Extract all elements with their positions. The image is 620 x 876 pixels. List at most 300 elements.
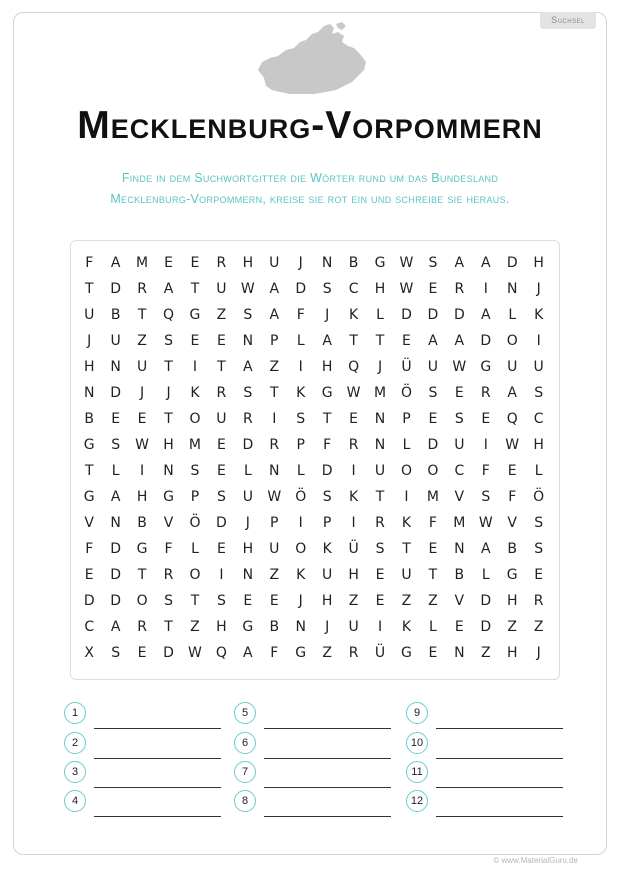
grid-letter: A	[480, 255, 491, 271]
grid-letter: G	[401, 645, 412, 661]
grid-letter: S	[481, 489, 491, 505]
grid-letter: J	[87, 333, 92, 349]
grid-letter: S	[296, 411, 306, 427]
instruction-line-2: Mecklenburg-Vorpommern, kreise sie rot ein und schreibe sie heraus.	[110, 192, 510, 206]
grid-letter: W	[478, 515, 493, 531]
grid-row	[76, 328, 552, 354]
grid-letter: I	[298, 359, 303, 375]
grid-letter: E	[507, 463, 517, 479]
grid-letter: D	[480, 593, 492, 609]
grid-letter: P	[402, 411, 411, 427]
grid-letter: K	[322, 541, 332, 557]
grid-letter: G	[242, 619, 254, 635]
grid-letter: Z	[269, 359, 280, 375]
grid-letter: T	[428, 567, 438, 583]
grid-letter: W	[452, 359, 467, 375]
grid-letter: V	[454, 489, 465, 505]
grid-letter: P	[270, 333, 279, 349]
grid-letter: Ü	[374, 645, 386, 661]
grid-letter: Z	[190, 619, 200, 635]
grid-letter: S	[534, 541, 544, 557]
grid-letter: R	[533, 593, 544, 609]
grid-letter: D	[401, 307, 412, 323]
grid-row	[76, 250, 552, 276]
grid-row	[76, 380, 552, 406]
grid-letter: V	[454, 593, 465, 609]
grid-letter: Ö	[295, 489, 307, 505]
grid-letter: Q	[348, 359, 360, 375]
grid-row	[76, 614, 552, 640]
grid-letter: O	[400, 463, 412, 479]
grid-letter: E	[190, 333, 200, 349]
grid-letter: B	[84, 411, 95, 427]
grid-letter: B	[110, 307, 121, 323]
grid-row	[76, 510, 552, 536]
grid-letter: Z	[348, 593, 359, 609]
grid-letter: Ö	[533, 489, 545, 505]
answer-line[interactable]	[264, 787, 391, 788]
grid-letter: C	[454, 463, 465, 479]
grid-letter: F	[428, 515, 437, 531]
grid-letter: Z	[401, 593, 412, 609]
grid-letter: I	[404, 489, 409, 505]
grid-letter: E	[349, 411, 359, 427]
grid-letter: I	[140, 463, 145, 479]
grid-letter: L	[296, 333, 305, 349]
answer-number: 5	[234, 702, 256, 724]
grid-letter: E	[454, 619, 464, 635]
grid-letter: K	[401, 515, 412, 531]
grid-letter: W	[267, 489, 282, 505]
grid-letter: U	[269, 541, 280, 557]
grid-letter: S	[111, 437, 121, 453]
grid-letter: N	[83, 385, 95, 401]
grid-letter: A	[454, 333, 465, 349]
grid-letter: D	[295, 281, 307, 297]
grid-row	[76, 458, 552, 484]
grid-letter: F	[508, 489, 517, 505]
grid-letter: F	[481, 463, 490, 479]
grid-letter: R	[375, 515, 385, 531]
grid-letter: F	[85, 541, 94, 557]
grid-letter: T	[270, 385, 279, 401]
grid-letter: Q	[215, 645, 227, 661]
grid-letter: H	[216, 619, 227, 635]
grid-letter: A	[454, 255, 465, 271]
grid-row	[76, 276, 552, 302]
grid-letter: G	[136, 541, 148, 557]
grid-letter: Z	[269, 567, 280, 583]
grid-letter: U	[269, 255, 280, 271]
grid-letter: P	[296, 437, 305, 453]
grid-letter: Z	[137, 333, 147, 349]
grid-letter: H	[533, 437, 544, 453]
answer-line[interactable]	[436, 816, 563, 817]
grid-letter: H	[136, 489, 148, 505]
grid-letter: U	[533, 359, 544, 375]
grid-letter: D	[163, 645, 174, 661]
grid-letter: O	[295, 541, 307, 557]
grid-letter: G	[506, 567, 518, 583]
answer-number: 4	[64, 790, 86, 812]
instruction-line-1: Finde in dem Suchwortgitter die Wörter rund um das Bundesland	[121, 171, 499, 185]
grid-letter: E	[481, 411, 491, 427]
category-tag: Suchsel	[540, 12, 596, 29]
grid-letter: T	[322, 411, 332, 427]
grid-letter: I	[351, 515, 356, 531]
grid-letter: T	[349, 333, 358, 349]
grid-letter: U	[348, 619, 359, 635]
grid-row	[76, 536, 552, 562]
answer-line[interactable]	[436, 758, 563, 759]
grid-letter: V	[84, 515, 94, 531]
grid-letter: L	[508, 307, 517, 323]
grid-letter: E	[454, 385, 464, 401]
answer-line[interactable]	[94, 758, 221, 759]
grid-letter: I	[219, 567, 224, 583]
grid-letter: G	[321, 385, 333, 401]
grid-row	[76, 354, 552, 380]
grid-letter: D	[216, 515, 227, 531]
grid-letter: L	[481, 567, 490, 583]
grid-letter: R	[137, 619, 147, 635]
grid-letter: Q	[506, 411, 518, 427]
grid-letter: O	[427, 463, 439, 479]
grid-letter: D	[453, 307, 465, 323]
grid-letter: R	[269, 437, 280, 453]
grid-letter: A	[480, 541, 491, 557]
grid-letter: N	[242, 567, 254, 583]
grid-letter: D	[427, 437, 439, 453]
grid-letter: G	[295, 645, 307, 661]
grid-letter: D	[110, 567, 122, 583]
grid-letter: H	[321, 359, 333, 375]
grid-letter: S	[322, 281, 332, 297]
grid-letter: E	[84, 567, 94, 583]
grid-letter: I	[536, 333, 541, 349]
answer-line[interactable]	[94, 728, 221, 729]
grid-letter: A	[269, 307, 280, 323]
answer-line[interactable]	[94, 816, 221, 817]
grid-letter: H	[506, 645, 518, 661]
grid-letter: U	[136, 359, 148, 375]
grid-letter: E	[269, 593, 279, 609]
grid-letter: S	[243, 385, 253, 401]
grid-letter: E	[428, 281, 438, 297]
answer-number: 12	[406, 790, 428, 812]
grid-letter: O	[136, 593, 148, 609]
grid-letter: F	[296, 307, 305, 323]
grid-letter: G	[83, 489, 95, 505]
grid-letter: L	[191, 541, 199, 557]
grid-letter: H	[348, 567, 359, 583]
grid-letter: I	[272, 411, 277, 427]
grid-letter: E	[137, 411, 147, 427]
grid-letter: H	[242, 541, 254, 557]
grid-letter: R	[163, 567, 174, 583]
grid-letter: N	[374, 411, 386, 427]
grid-letter: N	[321, 255, 333, 271]
answer-line[interactable]	[436, 728, 563, 729]
grid-letter: S	[111, 645, 121, 661]
grid-letter: H	[163, 437, 174, 453]
grid-letter: C	[533, 411, 544, 427]
grid-letter: T	[164, 619, 173, 635]
grid-row	[76, 588, 552, 614]
grid-letter: D	[480, 619, 492, 635]
grid-letter: L	[376, 307, 384, 323]
grid-letter: U	[110, 333, 121, 349]
grid-letter: S	[164, 593, 173, 609]
grid-letter: N	[374, 437, 386, 453]
grid-letter: Z	[533, 619, 544, 635]
grid-letter: K	[534, 307, 544, 323]
answer-number: 8	[234, 790, 256, 812]
grid-letter: H	[242, 255, 254, 271]
grid-letter: A	[428, 333, 438, 349]
grid-letter: E	[216, 333, 226, 349]
grid-letter: P	[322, 515, 332, 531]
grid-letter: D	[83, 593, 95, 609]
grid-letter: B	[269, 619, 280, 635]
grid-letter: W	[240, 281, 255, 297]
grid-letter: S	[190, 463, 200, 479]
grid-row	[76, 640, 552, 666]
grid-letter: Z	[322, 645, 332, 661]
grid-letter: N	[242, 333, 254, 349]
grid-letter: E	[164, 255, 173, 271]
grid-letter: E	[216, 437, 226, 453]
grid-letter: S	[216, 489, 226, 505]
grid-letter: E	[243, 593, 253, 609]
grid-letter: U	[374, 463, 386, 479]
grid-letter: G	[374, 255, 386, 271]
grid-letter: T	[217, 359, 226, 375]
grid-letter: J	[377, 359, 383, 375]
grid-letter: Z	[216, 307, 227, 323]
grid-letter: L	[534, 463, 543, 479]
grid-letter: K	[349, 307, 359, 323]
grid-letter: K	[349, 489, 359, 505]
grid-letter: S	[243, 307, 253, 323]
grid-letter: C	[348, 281, 359, 297]
grid-letter: S	[534, 385, 544, 401]
grid-letter: L	[429, 619, 437, 635]
grid-letter: J	[140, 385, 145, 401]
grid-letter: Q	[163, 307, 175, 323]
grid-letter: W	[399, 255, 414, 271]
grid-letter: M	[136, 255, 149, 271]
grid-letter: T	[84, 281, 94, 297]
footer-copyright: © www.MaterialGuru.de	[493, 856, 578, 865]
grid-row	[76, 562, 552, 588]
grid-letter: L	[402, 437, 411, 453]
grid-letter: D	[321, 463, 333, 479]
answer-line[interactable]	[94, 787, 221, 788]
grid-letter: A	[480, 307, 491, 323]
grid-letter: N	[269, 463, 280, 479]
grid-row	[76, 406, 552, 432]
grid-letter: D	[480, 333, 492, 349]
grid-letter: U	[454, 437, 465, 453]
grid-letter: E	[190, 255, 200, 271]
grid-letter: O	[189, 411, 201, 427]
grid-letter: P	[190, 489, 200, 505]
grid-letter: L	[243, 463, 252, 479]
grid-letter: I	[192, 359, 198, 375]
grid-letter: A	[507, 385, 517, 401]
grid-letter: I	[483, 437, 488, 453]
grid-letter: L	[111, 463, 120, 479]
grid-letter: I	[483, 281, 488, 297]
grid-letter: M	[426, 489, 439, 505]
grid-letter: B	[454, 567, 465, 583]
grid-letter: J	[245, 515, 250, 531]
grid-letter: T	[190, 281, 200, 297]
grid-letter: A	[110, 619, 121, 635]
grid-letter: I	[377, 619, 383, 635]
grid-letter: A	[110, 489, 121, 505]
grid-letter: J	[166, 385, 171, 401]
grid-letter: R	[242, 411, 253, 427]
grid-letter: X	[84, 645, 95, 661]
grid-letter: H	[533, 255, 544, 271]
grid-letter: D	[242, 437, 254, 453]
grid-letter: S	[454, 411, 464, 427]
answer-line[interactable]	[264, 728, 391, 729]
grid-letter: Z	[507, 619, 518, 635]
grid-letter: S	[164, 333, 173, 349]
page-title: Mecklenburg-Vorpommern	[77, 104, 543, 147]
grid-letter: F	[85, 255, 94, 271]
grid-letter: D	[506, 255, 518, 271]
grid-letter: T	[375, 489, 385, 505]
grid-letter: R	[480, 385, 491, 401]
grid-letter: T	[375, 333, 385, 349]
grid-letter: U	[322, 567, 333, 583]
grid-letter: E	[402, 333, 411, 349]
grid-letter: R	[216, 255, 227, 271]
grid-letter: U	[507, 359, 518, 375]
grid-letter: I	[298, 515, 303, 531]
grid-letter: K	[190, 385, 200, 401]
grid-letter: U	[216, 411, 227, 427]
grid-letter: E	[375, 593, 385, 609]
grid-letter: G	[83, 437, 95, 453]
answer-line[interactable]	[264, 758, 391, 759]
grid-letter: A	[243, 359, 253, 375]
grid-letter: Ü	[401, 359, 412, 375]
grid-letter: H	[374, 281, 386, 297]
answer-number: 11	[406, 761, 428, 783]
grid-letter: B	[348, 255, 359, 271]
grid-letter: G	[480, 359, 492, 375]
grid-letter: S	[216, 593, 226, 609]
grid-letter: A	[163, 281, 174, 297]
grid-letter: D	[110, 281, 122, 297]
answer-number: 1	[64, 702, 86, 724]
grid-letter: N	[163, 463, 174, 479]
grid-letter: R	[348, 645, 359, 661]
grid-letter: V	[163, 515, 174, 531]
grid-letter: A	[243, 645, 253, 661]
grid-letter: R	[454, 281, 465, 297]
grid-letter: W	[346, 385, 361, 401]
grid-letter: J	[325, 619, 330, 635]
grid-letter: P	[270, 515, 279, 531]
grid-letter: H	[321, 593, 333, 609]
grid-letter: U	[242, 489, 253, 505]
grid-letter: D	[110, 593, 122, 609]
grid-letter: M	[373, 385, 387, 401]
state-map-silhouette	[248, 20, 376, 100]
grid-letter: E	[534, 567, 544, 583]
grid-letter: B	[137, 515, 147, 531]
grid-letter: A	[269, 281, 280, 297]
answer-number: 7	[234, 761, 256, 783]
answer-number: 6	[234, 732, 256, 754]
grid-letter: F	[164, 541, 173, 557]
grid-row	[76, 302, 552, 328]
grid-letter: B	[507, 541, 518, 557]
grid-letter: H	[83, 359, 95, 375]
answer-number: 2	[64, 732, 86, 754]
grid-letter: S	[534, 515, 544, 531]
grid-letter: T	[137, 567, 147, 583]
grid-letter: J	[298, 593, 303, 609]
grid-letter: A	[322, 333, 332, 349]
grid-letter: N	[506, 281, 518, 297]
grid-letter: W	[399, 281, 414, 297]
grid-letter: K	[401, 619, 412, 635]
grid-letter: Z	[480, 645, 491, 661]
grid-letter: E	[428, 411, 438, 427]
grid-row	[76, 432, 552, 458]
answer-line[interactable]	[264, 816, 391, 817]
grid-letter: I	[351, 463, 356, 479]
grid-letter: O	[506, 333, 518, 349]
answer-number: 3	[64, 761, 86, 783]
grid-letter: M	[188, 437, 202, 453]
grid-letter: R	[348, 437, 359, 453]
grid-letter: J	[325, 307, 330, 323]
grid-letter: S	[375, 541, 385, 557]
grid-letter: E	[137, 645, 147, 661]
grid-letter: T	[137, 307, 147, 323]
grid-letter: D	[427, 307, 439, 323]
grid-letter: V	[507, 515, 517, 531]
grid-letter: C	[84, 619, 95, 635]
grid-letter: E	[216, 541, 226, 557]
grid-letter: Ö	[400, 385, 412, 401]
grid-letter: E	[375, 567, 385, 583]
answer-line[interactable]	[436, 787, 563, 788]
grid-letter: F	[270, 645, 279, 661]
grid-letter: O	[189, 567, 201, 583]
grid-letter: N	[295, 619, 306, 635]
grid-letter: L	[296, 463, 305, 479]
grid-letter: J	[298, 255, 303, 271]
grid-letter: T	[402, 541, 411, 557]
grid-letter: W	[135, 437, 150, 453]
grid-letter: E	[111, 411, 121, 427]
instruction-text	[70, 168, 550, 210]
grid-letter: Ü	[348, 541, 359, 557]
grid-letter: D	[110, 541, 122, 557]
word-search-grid	[76, 250, 552, 666]
grid-letter: U	[427, 359, 439, 375]
grid-letter: Ö	[189, 515, 201, 531]
